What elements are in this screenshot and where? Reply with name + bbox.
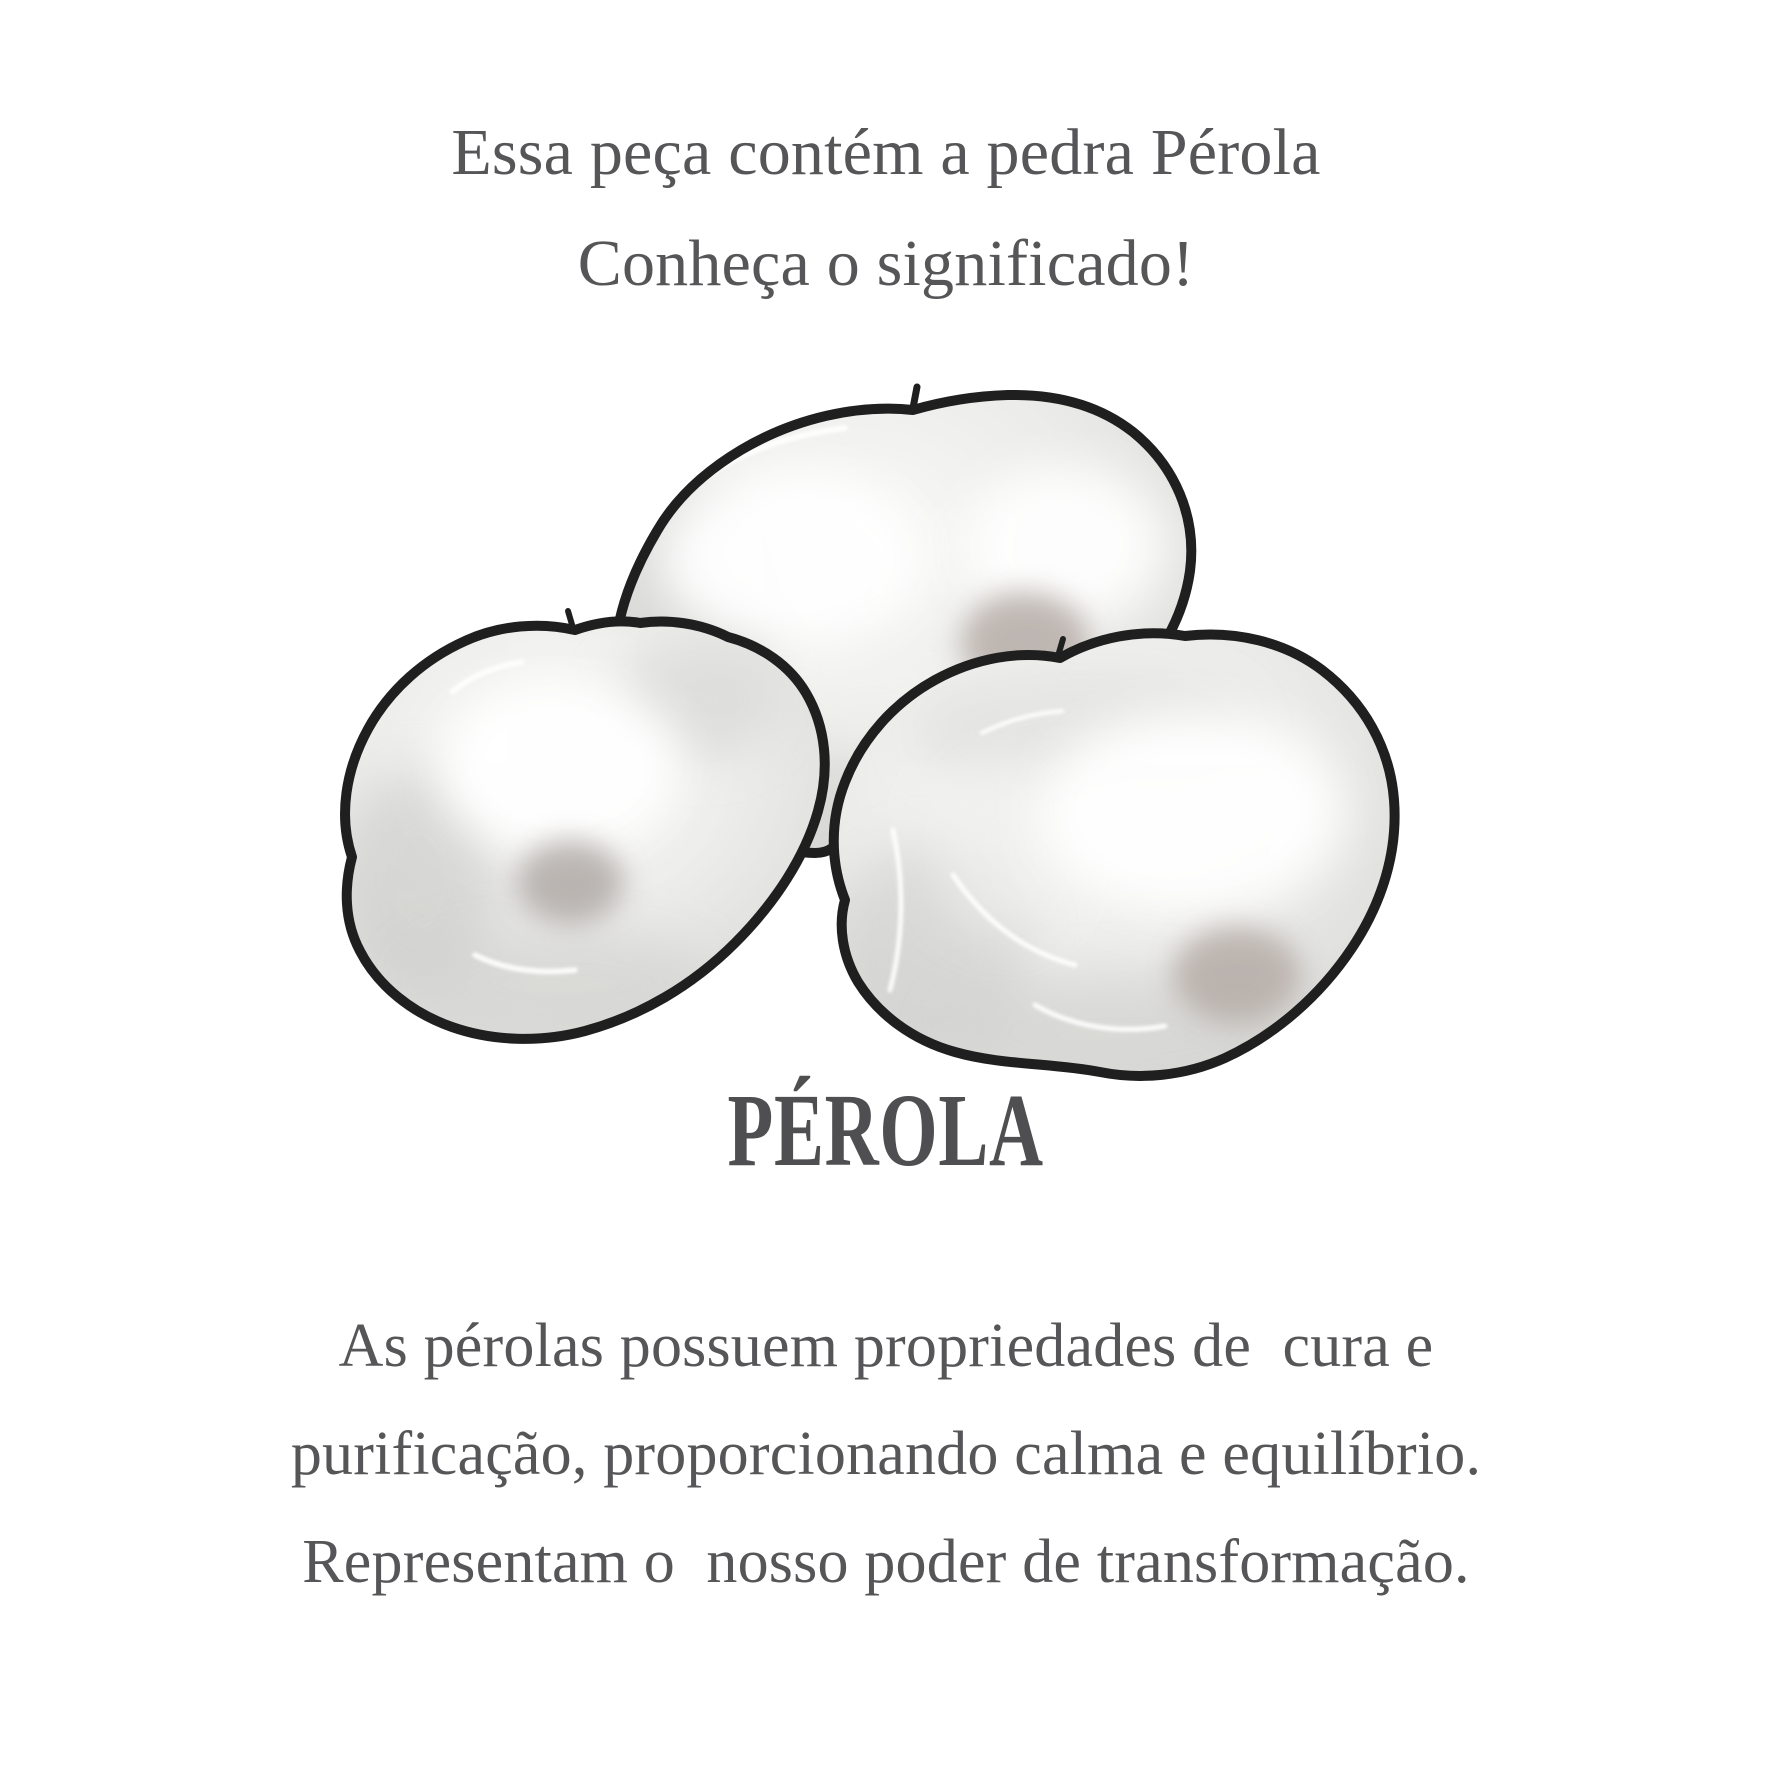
stone-title: PÉROLA bbox=[727, 1073, 1045, 1188]
description-line-3: Representam o nosso poder de transformação. bbox=[302, 1528, 1470, 1596]
pearl-right bbox=[834, 633, 1395, 1090]
stone-description bbox=[0, 1292, 1772, 1616]
stone-title-wrap bbox=[0, 1071, 1772, 1191]
pearl-top-tick bbox=[913, 387, 917, 408]
pearl-left-highlight bbox=[438, 680, 682, 856]
description-line-1: As pérolas possuem propriedades de cura e bbox=[338, 1312, 1434, 1380]
pearl-right-highlight bbox=[1040, 710, 1344, 914]
description-line-2: purificação, proporcionando calma e equilíbrio. bbox=[290, 1420, 1482, 1488]
pearl-left bbox=[338, 611, 825, 1043]
pearl-left-taupe-spot bbox=[516, 840, 624, 924]
intro-line-1: Essa peça contém a pedra Pérola bbox=[451, 116, 1321, 189]
intro-line-2: Conheça o significado! bbox=[577, 227, 1195, 300]
pearl-right-taupe-spot bbox=[1173, 927, 1301, 1023]
pearl-top-highlight-left bbox=[658, 470, 922, 646]
